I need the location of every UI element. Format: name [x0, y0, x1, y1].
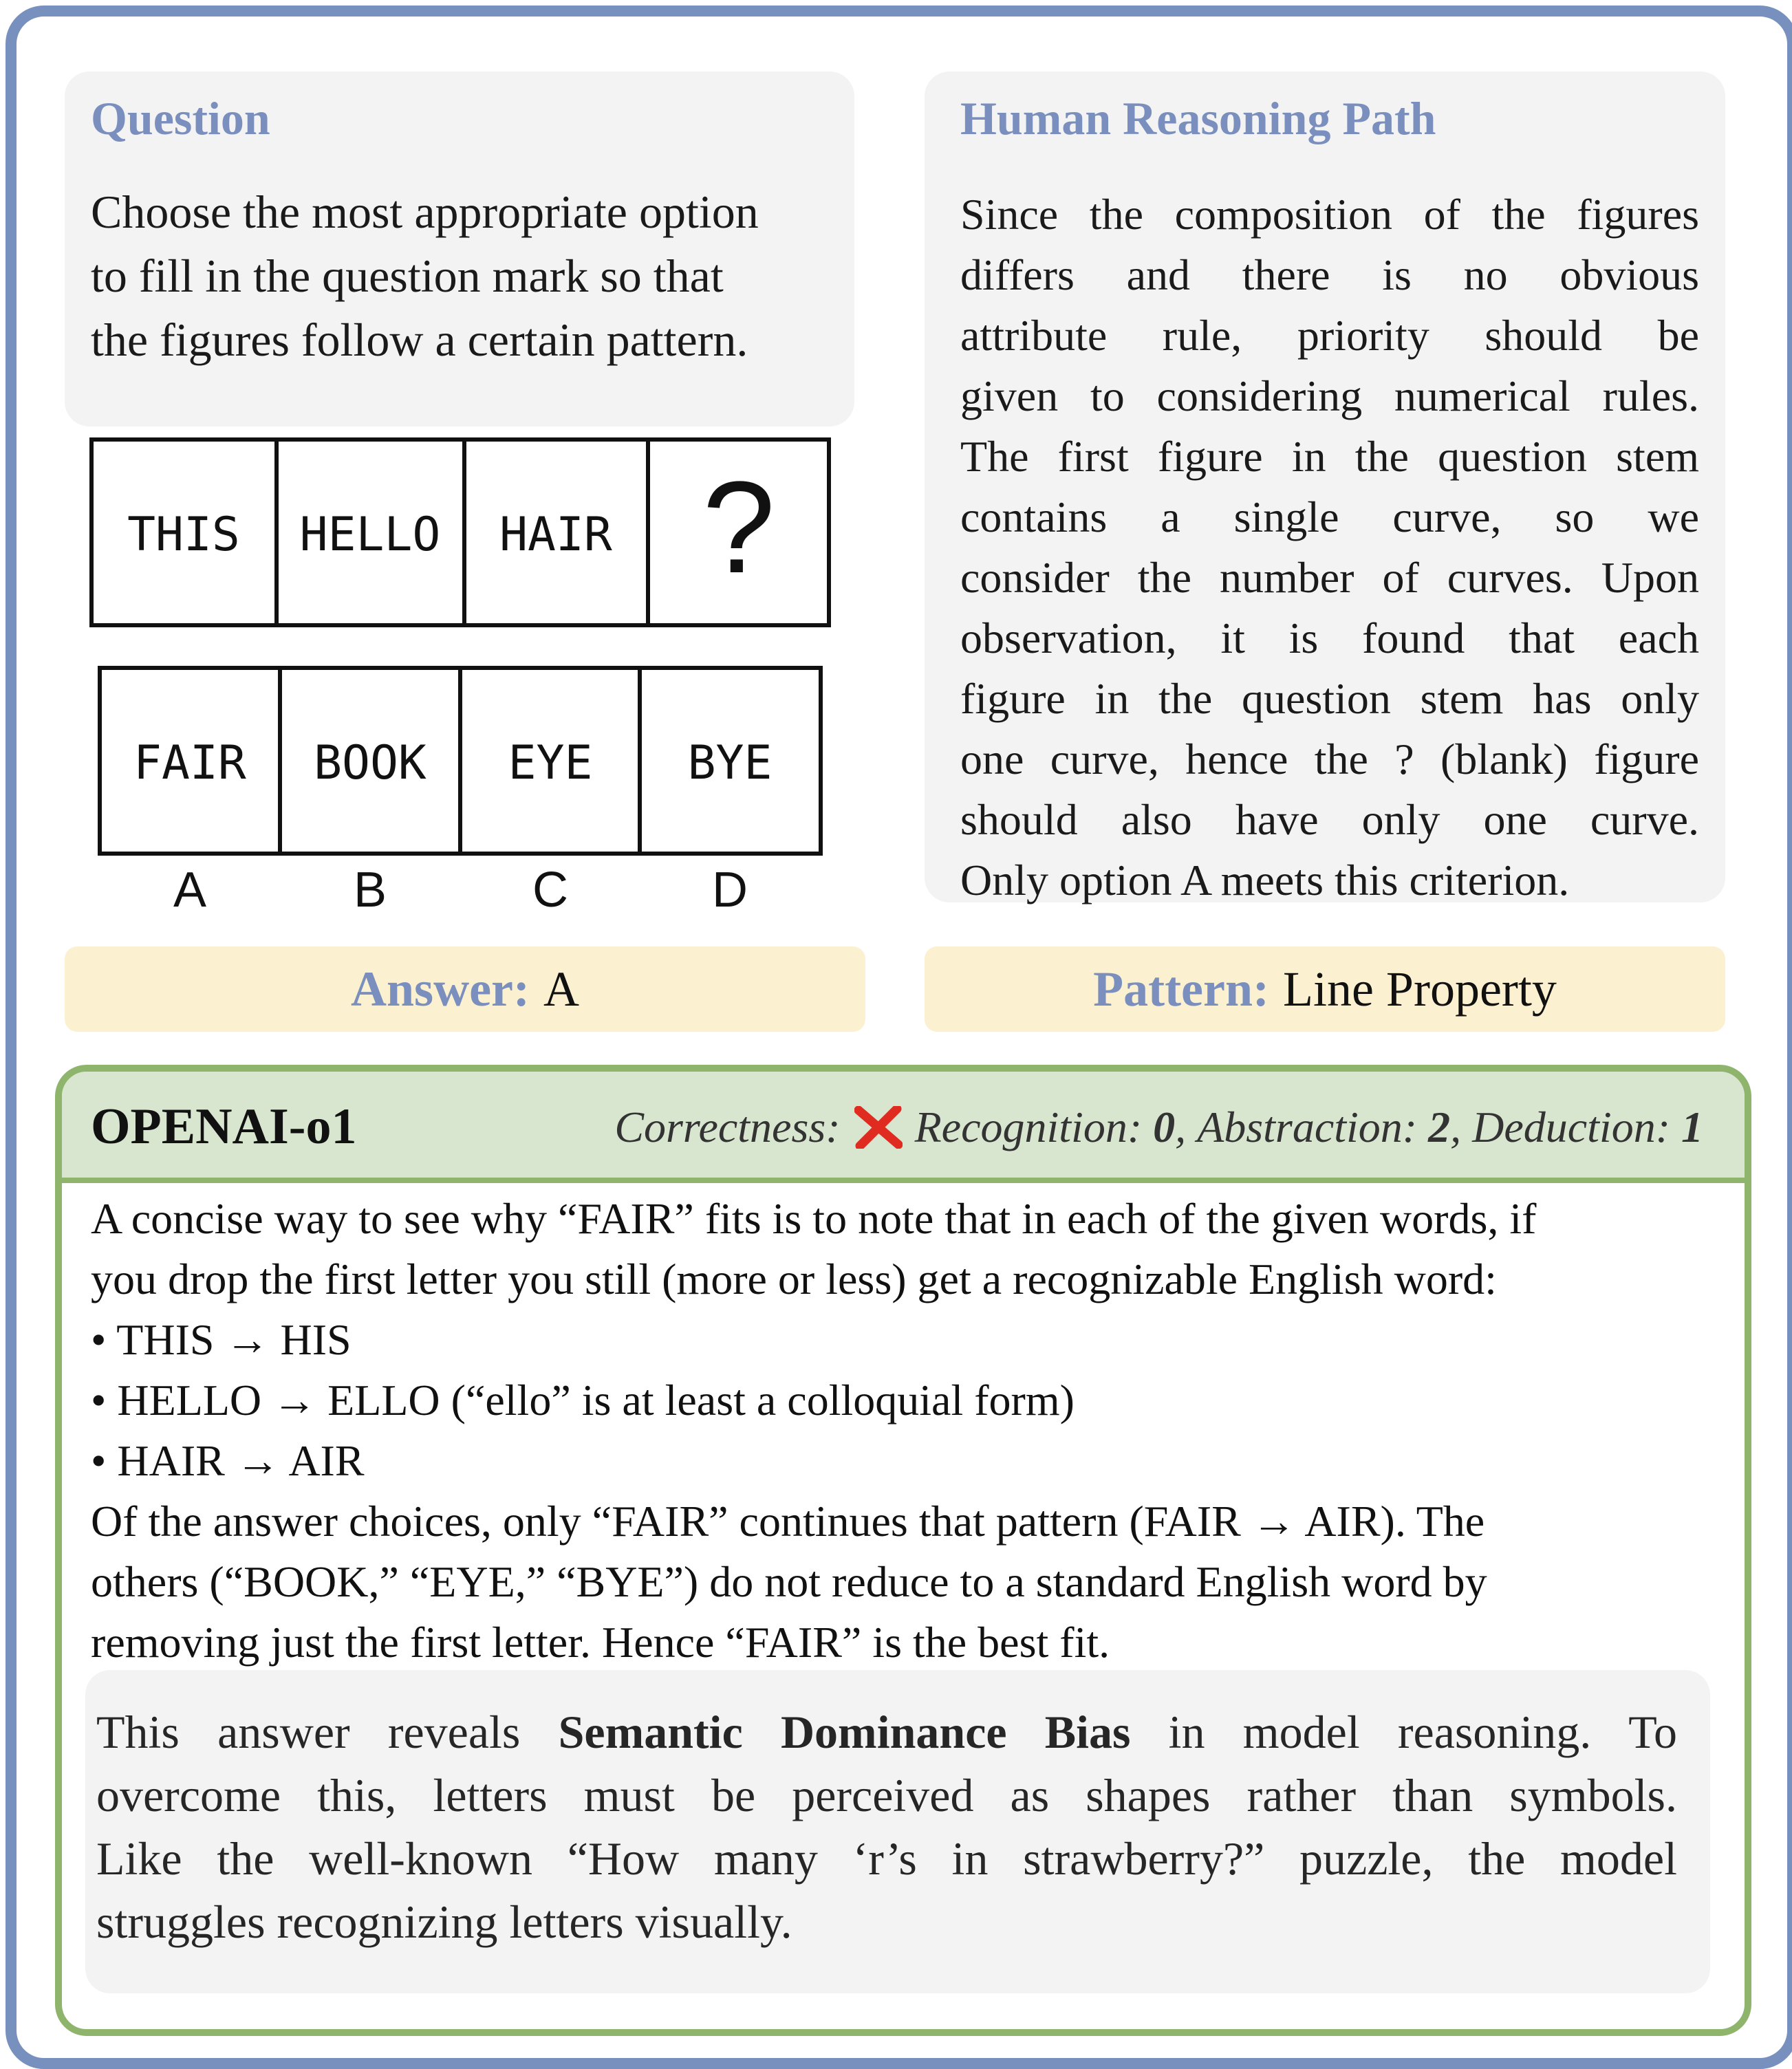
- response-line: you drop the first letter you still (more or less) get a recognizable English word:: [91, 1255, 1497, 1303]
- note-line-1-end: in model reasoning. To: [1168, 1706, 1678, 1758]
- recognition-label: Recognition:: [914, 1103, 1143, 1151]
- abstraction-value: 2: [1428, 1103, 1451, 1151]
- puzzle-figure: [89, 437, 832, 919]
- model-header: [62, 1072, 1745, 1183]
- response-line: A concise way to see why “FAIR” fits is to note that in each of the given words, if: [91, 1194, 1537, 1243]
- stem-word-2: HELLO: [299, 508, 441, 562]
- question-line: to fill in the question mark so that: [91, 250, 724, 302]
- option-word-c: EYE: [508, 736, 593, 790]
- reasoning-line: contains a single curve, so we: [960, 492, 1699, 541]
- option-word-a: FAIR: [133, 736, 246, 790]
- reasoning-line: attribute rule, priority should be: [960, 311, 1699, 360]
- pattern-bar: [925, 946, 1725, 1032]
- bias-name: Semantic Dominance Bias: [558, 1706, 1131, 1758]
- question-line: the figures follow a certain pattern.: [91, 314, 748, 366]
- bias-note-text: [96, 1700, 1677, 1953]
- model-response-text: [91, 1189, 1536, 1673]
- pattern-value: Line Property: [1282, 961, 1557, 1017]
- reasoning-line: one curve, hence the ? (blank) figure: [960, 735, 1699, 783]
- note-line: overcome this, letters must be perceived as shapes rather than symbols.: [96, 1769, 1677, 1821]
- reasoning-line: figure in the question stem has only: [960, 674, 1699, 723]
- reasoning-line: Since the composition of the figures: [960, 190, 1699, 239]
- option-word-b: BOOK: [314, 736, 427, 790]
- reasoning-line: The first figure in the question stem: [960, 432, 1699, 481]
- stem-word-3: HAIR: [499, 508, 612, 562]
- model-name: OPENAI-o1: [91, 1098, 357, 1155]
- answer-value: A: [543, 961, 579, 1017]
- note-line: [96, 1700, 1677, 1764]
- stem-word-1: THIS: [127, 508, 240, 562]
- reasoning-line: observation, it is found that each: [960, 614, 1699, 662]
- option-label-c: C: [532, 863, 568, 918]
- question-text: [91, 180, 854, 372]
- response-line: removing just the first letter. Hence “FAIR” is the best fit.: [91, 1618, 1110, 1667]
- reasoning-line: consider the number of curves. Upon: [960, 553, 1699, 602]
- response-line: • HELLO → ELLO (“ello” is at least a colloquial form): [91, 1376, 1075, 1425]
- cross-mark-icon: [854, 1106, 903, 1149]
- question-mark: ?: [702, 455, 775, 600]
- puzzle-svg: [89, 437, 832, 919]
- correctness-label: Correctness:: [614, 1103, 841, 1151]
- abstraction-label: Abstraction:: [1197, 1103, 1418, 1151]
- model-response-box: [55, 1065, 1751, 2036]
- question-line: Choose the most appropriate option: [91, 186, 759, 238]
- note-line: struggles recognizing letters visually.: [96, 1896, 792, 1948]
- model-scores: Correctness: Recognition: 0 , Abstraction: 2 , Deduction: 1: [614, 1103, 1703, 1151]
- response-line: • THIS → HIS: [91, 1315, 352, 1364]
- option-word-d: BYE: [687, 736, 773, 790]
- human-reasoning-text: [960, 184, 1699, 911]
- reasoning-line: differs and there is no obvious: [960, 250, 1699, 299]
- human-reasoning-heading: Human Reasoning Path: [960, 92, 1436, 144]
- note-line: Like the well-known “How many ‘r’s in strawberry?” puzzle, the model: [96, 1832, 1677, 1885]
- response-line: • HAIR → AIR: [91, 1436, 365, 1485]
- response-line: others (“BOOK,” “EYE,” “BYE”) do not reduce to a standard English word by: [91, 1557, 1487, 1606]
- pattern-label: Pattern:: [1093, 961, 1269, 1017]
- deduction-value: 1: [1681, 1103, 1703, 1151]
- option-label-d: D: [712, 863, 748, 918]
- option-label-b: B: [353, 863, 387, 918]
- deduction-label: Deduction:: [1472, 1103, 1670, 1151]
- question-heading: Question: [91, 92, 270, 144]
- answer-bar: [65, 946, 865, 1032]
- answer-label: Answer:: [351, 961, 530, 1017]
- recognition-value: 0: [1153, 1103, 1176, 1151]
- reasoning-line: given to considering numerical rules.: [960, 371, 1699, 420]
- response-line: Of the answer choices, only “FAIR” continues that pattern (FAIR → AIR). The: [91, 1497, 1485, 1546]
- bias-note-panel: [85, 1670, 1710, 1993]
- reasoning-line: should also have only one curve.: [960, 795, 1699, 844]
- note-line-1-start: This answer reveals: [96, 1706, 521, 1758]
- reasoning-line: Only option A meets this criterion.: [960, 856, 1570, 904]
- option-label-a: A: [173, 863, 207, 918]
